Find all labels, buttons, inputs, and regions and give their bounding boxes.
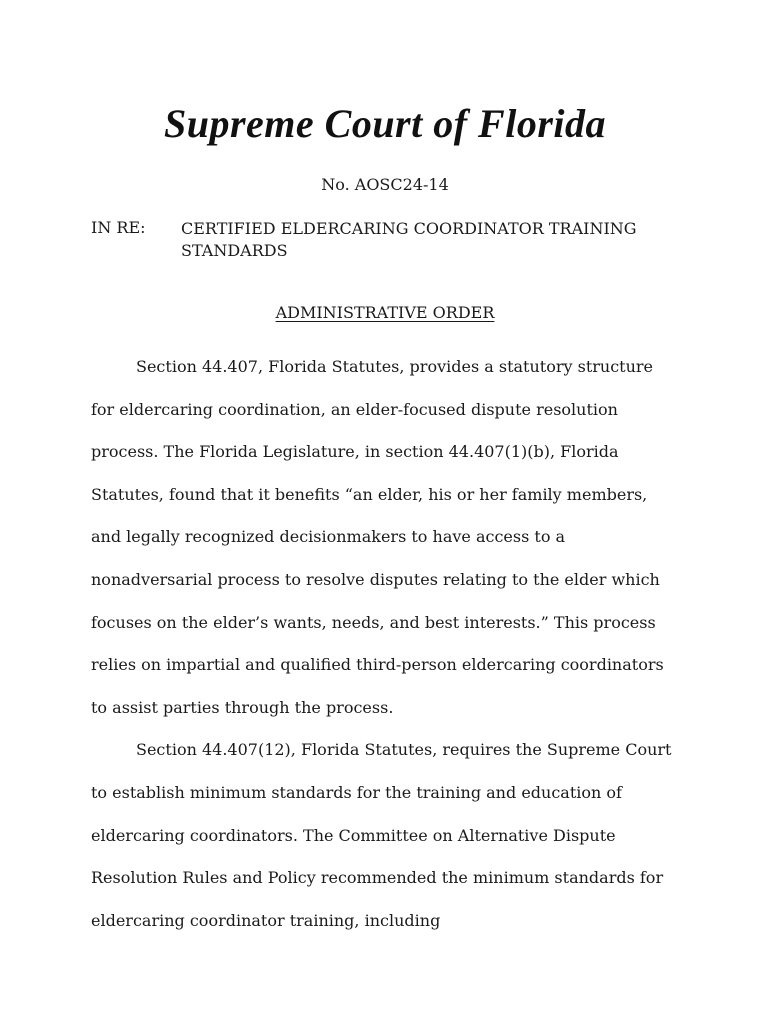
case-number: No. AOSC24-14 bbox=[321, 175, 449, 194]
caption-subject: CERTIFIED ELDERCARING COORDINATOR TRAINING STANDARDS bbox=[181, 219, 637, 260]
order-paragraph: Section 44.407(12), Florida Statutes, requires the Supreme Court to establish minimum standards for the training and education of eldercaring coordinators. The Committee on Alternative Dispute Resolution Rules and Policy recommended the minimum standards for eldercaring coordinator training, including bbox=[91, 740, 672, 930]
order-body bbox=[91, 346, 681, 942]
order-heading: ADMINISTRATIVE ORDER bbox=[275, 303, 495, 322]
court-title: Supreme Court of Florida bbox=[163, 101, 607, 146]
order-paragraph: Section 44.407, Florida Statutes, provides a statutory structure for eldercaring coordination, an elder-focused dispute resolution process. The Florida Legislature, in section 44.407(1)(b), Florida Statutes, found that it benefits “an elder, his or her family members, and legally recognized decisionmakers to have access to a nonadversarial process to resolve disputes relating to the elder which focuses on the elder’s wants, needs, and best interests.” This process relies on impartial and qualified third-person eldercaring coordinators to assist parties through the process. bbox=[91, 357, 664, 717]
caption-label: IN RE: bbox=[91, 218, 146, 237]
